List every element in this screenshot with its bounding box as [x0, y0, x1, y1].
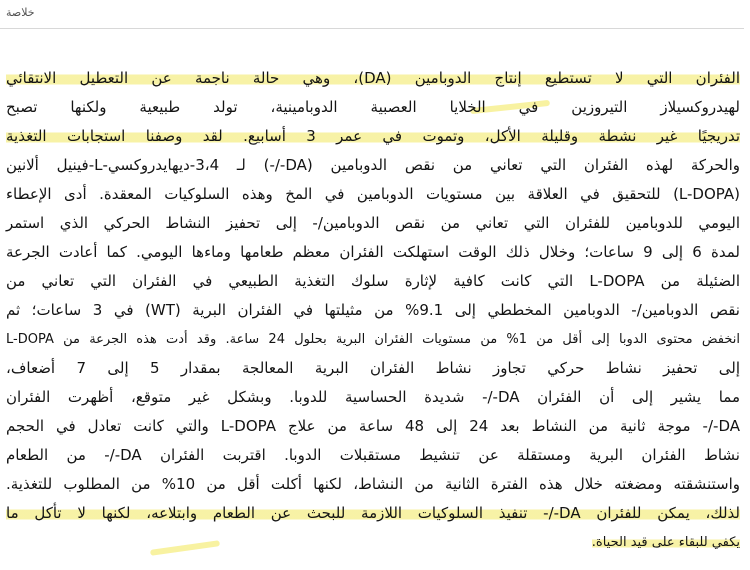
abstract-line: [6, 383, 740, 412]
abstract-line: [6, 296, 740, 325]
abstract-line-text: DA-/- موجة ثانية من النشاط بعد 24 إلى 48 ساعة من علاج L-DOPA والتي كانت تعادل في الحجم: [6, 417, 740, 435]
abstract-line-text: انخفض محتوى الدوبا إلى أقل من 1% من مستويات الفئران البرية بحلول 24 ساعة. وقد أدت هذه الجرعة من L-DOPA: [6, 332, 740, 347]
abstract-line: [6, 64, 740, 93]
abstract-line: [6, 151, 740, 180]
abstract-line-text: اليومي للدوبامين للفئران التي تعاني من نقص الدوبامين/- إلى تحفيز النشاط الحركي الذي استمر: [6, 214, 740, 232]
abstract-line-text: والحركة لهذه الفئران التي تعاني من نقص الدوبامين (DA-/-) لـ 3،4-ديهايدروكسي-L-فينيل ألانين: [6, 156, 741, 174]
abstract-header: [0, 0, 750, 28]
abstract-line-text: يكفي للبقاء على قيد الحياة.: [591, 535, 740, 550]
abstract-line-text: إلى تحفيز نشاط حركي تجاوز نشاط الفئران البرية المعالجة بمقدار 5 إلى 7 أضعاف،: [6, 359, 741, 377]
abstract-body: [6, 64, 740, 557]
header-divider: [0, 28, 744, 29]
abstract-line-text: مما يشير إلى أن الفئران DA-/- شديدة الحساسية للدوبا. وبشكل غير متوقع، أظهرت الفئران: [6, 388, 740, 406]
abstract-line: [6, 412, 740, 441]
abstract-line: [6, 122, 740, 151]
abstract-line-text: الفئران التي لا تستطيع إنتاج الدوبامين (DA)، وهي حالة ناجمة عن التعطيل الانتقائي: [6, 69, 740, 87]
abstract-line: [6, 499, 740, 528]
abstract-line: [6, 441, 740, 470]
abstract-heading: خلاصة: [6, 6, 35, 19]
abstract-line-text: لذلك، يمكن للفئران DA-/- تنفيذ السلوكيات اللازمة للبحث عن الطعام وابتلاعه، لكنها لا تأكل ما: [6, 504, 740, 522]
abstract-line-text: الضئيلة من L-DOPA التي كانت كافية لإثارة سلوك التغذية الطبيعي في الفئران التي تعاني من: [6, 272, 740, 290]
abstract-line: [6, 180, 740, 209]
abstract-line: [6, 238, 740, 267]
abstract-line-text: لمدة 6 إلى 9 ساعات؛ وخلال ذلك الوقت استهلكت الفئران معظم طعامها وماءها اليومي. كما أعادت الجرعة: [6, 243, 740, 261]
abstract-line-text: واستنشقته ومضغته خلال هذه الفترة الثانية من النشاط، لكنها أكلت أقل من 10% من المطلوب للتغذية.: [6, 475, 741, 493]
abstract-line: [6, 267, 740, 296]
abstract-line: [6, 528, 740, 557]
abstract-line-text: لهيدروكسيلاز التيروزين في الخلايا العصبية الدوبامينية، تولد طبيعية ولكنها تصبح: [6, 98, 740, 116]
abstract-line: [6, 470, 740, 499]
abstract-line-text: (L-DOPA) للتحقيق في العلاقة بين مستويات الدوبامين في المخ وهذه السلوكيات المعقدة. أدى الإعطاء: [6, 185, 740, 203]
abstract-line-text: تدريجيًا غير نشطة وقليلة الأكل، وتموت في عمر 3 أسابيع. لقد وصفنا استجابات التغذية: [6, 127, 740, 145]
abstract-line: [6, 325, 740, 354]
abstract-line-text: نشاط الفئران البرية ومستقلة عن تنشيط مستقبلات الدوبا. اقتربت الفئران DA-/- من الطعام: [6, 446, 740, 464]
abstract-line: [6, 354, 740, 383]
abstract-line-text: نقص الدوبامين/- الدوبامين المخططي إلى 9.1% من مثيلتها في الفئران البرية (WT) في 3 ساعات؛ ثم: [6, 301, 740, 319]
abstract-line: [6, 209, 740, 238]
abstract-line: [6, 93, 740, 122]
